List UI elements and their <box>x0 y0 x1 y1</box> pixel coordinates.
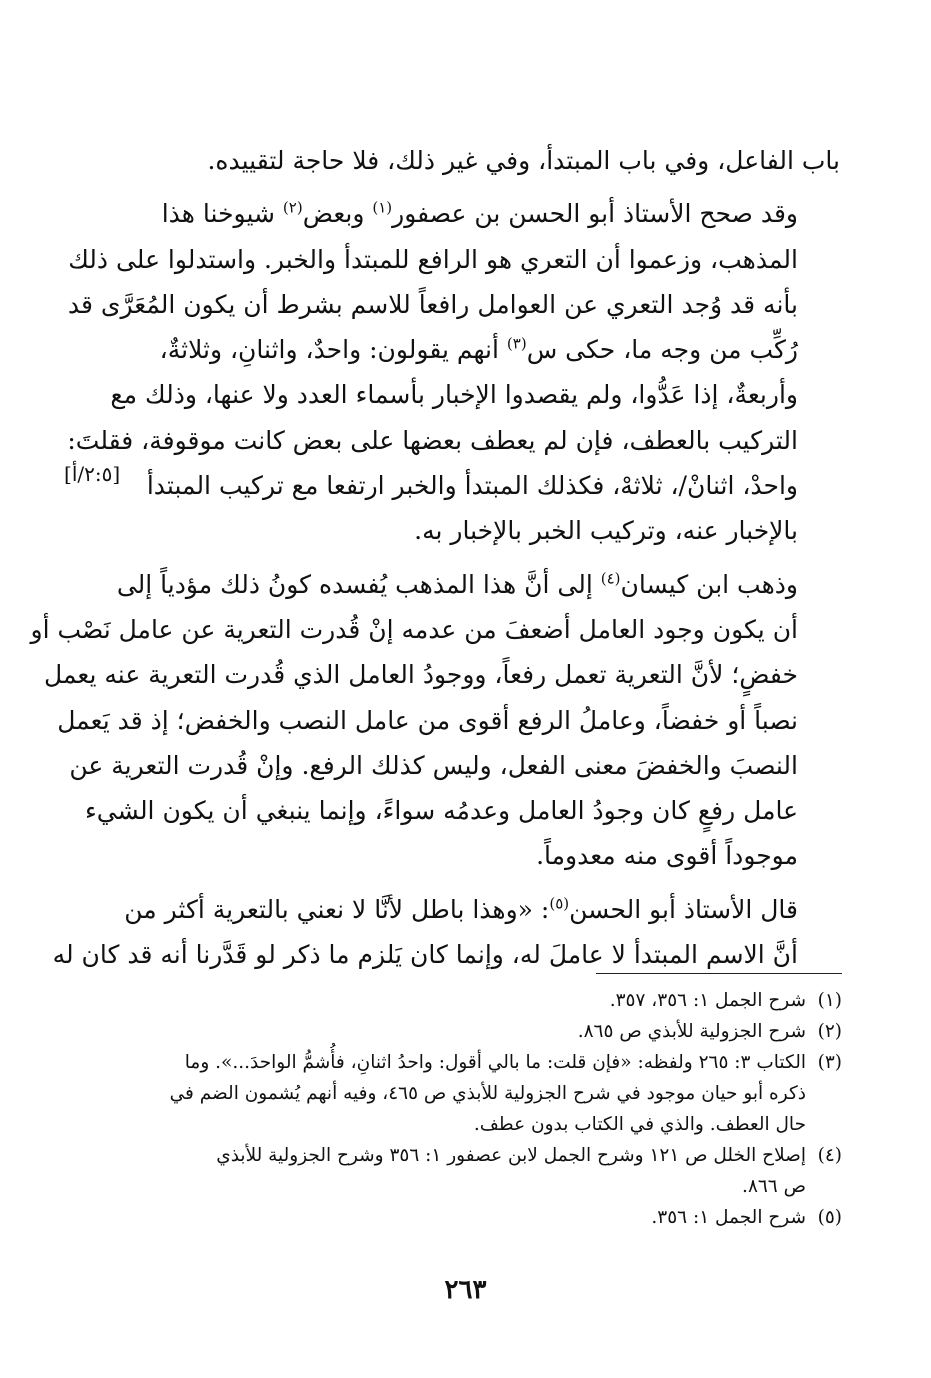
text-line: أن يكون وجود العامل أضعفَ من عدمه إنْ قُدرت التعرية عن عامل نَصْب أو <box>30 614 798 644</box>
footnote-number: (٢) <box>817 1021 842 1042</box>
manuscript-folio-reference: [٢:٥/أ] <box>64 462 121 486</box>
paragraph-abu-al-hasan <box>52 887 840 978</box>
footnote-marker[interactable]: (٣) <box>506 334 527 353</box>
text-line: عامل رفعٍ كان وجودُ العامل وعدمُه سواءً، وإنما ينبغي أن يكون الشيء <box>85 796 798 826</box>
footnote-text: إصلاح الخلل ص ١٢١ وشرح الجمل لابن عصفور ١: ٣٥٦ وشرح الجزولية للأبذي ص ٨٦٦. <box>216 1145 806 1197</box>
footnote-text: شرح الجزولية للأبذي ص ٨٦٥. <box>577 1021 806 1042</box>
footnote-marker[interactable]: (٢) <box>282 198 303 217</box>
page-number: ٢٦٣ <box>444 1275 487 1305</box>
footnote-separator <box>596 973 842 974</box>
footnote-marker[interactable]: (١) <box>372 198 393 217</box>
footnote-text: الكتاب ٣: ٢٦٥ ولفظه: «فإن قلت: ما بالي أقول: واحدُ اثنانِ، فأُشمُّ الواحدَ...». وما ذكره أبو حيان موجود في شرح الجزولية للأبذي ص ٤٦٥، وفيه أنهم يُشمون الضم في حال العطف. والذي في الكتاب بدون عطف. <box>169 1052 806 1135</box>
text-line: رُكِّب من وجه ما، حكى س$^{(٣)}$ أنهم يقولون: واحدٌ، واثنانِ، وثلاثةٌ، <box>159 334 798 365</box>
text-line: وذهب ابن كيسان$^{(٤)}$ إلى أنَّ هذا المذهب يُفسده كونُ ذلك مؤدياً إلى <box>116 569 798 599</box>
footnote-number: (٣) <box>817 1052 842 1073</box>
text-line: نصباً أو خفضاً، وعاملُ الرفع أقوى من عامل النصب والخفض؛ إذ قد يَعمل <box>57 705 798 735</box>
text-line: واحدْ، اثنانْ/، ثلاثهْ، فكذلك المبتدأ والخبر ارتفعا مع تركيب المبتدأ <box>146 471 798 501</box>
text-line: وأربعةٌ، إذا عَدُّوا، ولم يقصدوا الإخبار بأسماء العدد ولا عنها، وذلك مع <box>110 380 798 410</box>
footnote-number: (٤) <box>817 1145 842 1166</box>
footnote-item <box>130 1047 842 1140</box>
footnote-number: (١) <box>817 990 842 1011</box>
footnote-item <box>130 1202 842 1233</box>
text-line: خفضٍ؛ لأنَّ التعرية تعمل رفعاً، ووجودُ العامل الذي قُدرت التعرية عنه يعمل <box>44 660 798 690</box>
footnote-text: شرح الجمل ١: ٣٥٦. <box>651 1207 806 1228</box>
text-line: التركيب بالعطف، فإن لم يعطف بعضها على بعض كانت موقوفة، فقلتَ: <box>67 425 798 455</box>
paragraph-continuation <box>130 138 840 183</box>
footnote-number: (٥) <box>817 1207 842 1228</box>
text-line: موجوداً أقوى منه معدوماً. <box>536 841 798 871</box>
footnote-marker[interactable]: (٥) <box>549 894 570 913</box>
text-line: بأنه قد وُجد التعري عن العوامل رافعاً للاسم بشرط أن يكون المُعَرَّى قد <box>67 289 798 319</box>
text-line: أنَّ الاسم المبتدأ لا عاملَ له، وإنما كان يَلزم ما ذكر لو قَدَّرنا أنه قد كان له <box>52 940 798 970</box>
text-line: باب الفاعل، وفي باب المبتدأ، وفي غير ذلك، فلا حاجة لتقييده. <box>207 146 840 175</box>
text-line: بالإخبار عنه، وتركيب الخبر بالإخبار به. <box>414 516 798 546</box>
footnote-item <box>130 1016 842 1047</box>
footnote-marker[interactable]: (٤) <box>600 569 621 588</box>
paragraph-ibn-kaysan <box>30 562 840 879</box>
text-line: قال الأستاذ أبو الحسن$^{(٥)}$: «وهذا باطل لأنَّا لا نعني بالتعرية أكثر من <box>124 894 798 924</box>
text-line: وقد صحح الأستاذ أبو الحسن بن عصفور$^{(١)}$ وبعض$^{(٢)}$ شيوخنا هذا <box>161 198 798 229</box>
text-line: النصبَ والخفضَ معنى الفعل، وليس كذلك الرفع. وإنْ قُدرت التعرية عن <box>69 750 798 780</box>
text-line: المذهب، وزعموا أن التعري هو الرافع للمبتدأ والخبر. واستدلوا على ذلك <box>68 244 798 274</box>
footnote-item <box>130 1140 842 1202</box>
footnotes <box>130 985 842 1233</box>
footnote-item <box>130 985 842 1016</box>
footnote-text: شرح الجمل ١: ٣٥٦، ٣٥٧. <box>609 990 806 1011</box>
